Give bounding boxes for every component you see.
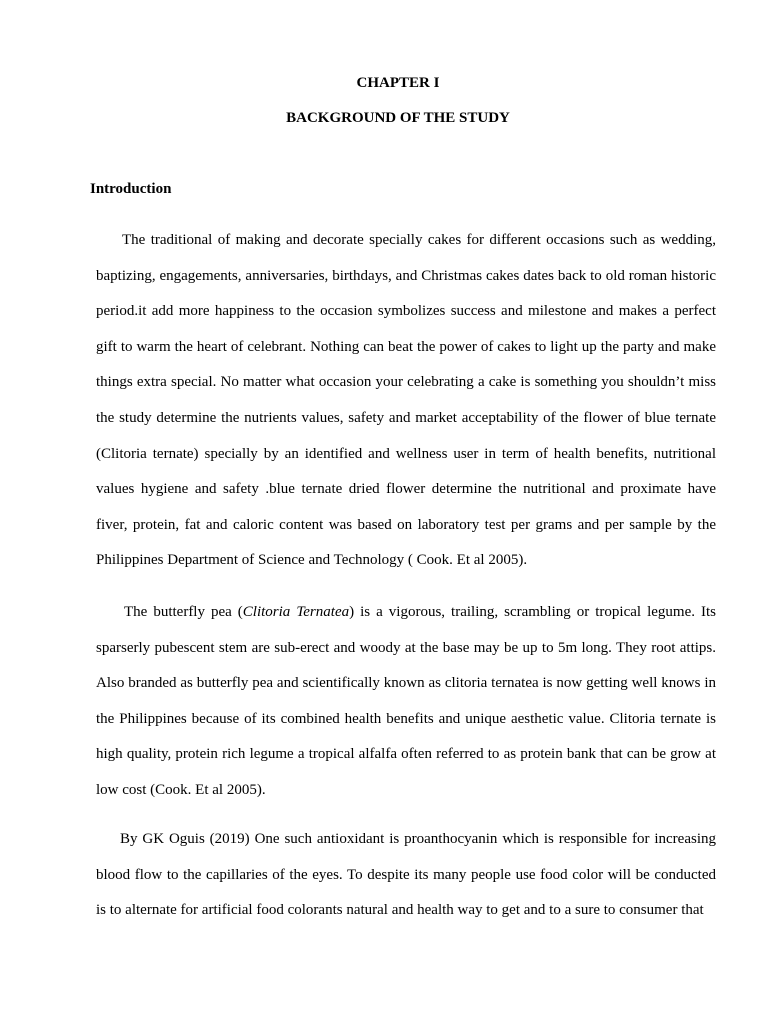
species-name: Clitoria Ternatea	[242, 604, 350, 620]
text-line: Philippines Department of Science and Technology ( Cook. Et al 2005).	[96, 552, 528, 569]
text-line: gift to warm the heart of celebrant. Nothing can beat the power of cakes to light up the party and make	[96, 338, 716, 355]
text-line: Also branded as butterfly pea and scientifically known as clitoria ternatea is now getting well knows in	[96, 675, 716, 692]
paragraph-antioxidant	[96, 822, 716, 929]
text-line: (Clitoria ternate) specially by an identified and wellness user in term of health benefits, nutritional	[96, 445, 716, 462]
text-line: the study determine the nutrients values, safety and market acceptability of the flower of blue ternate	[96, 409, 716, 426]
paragraph-butterfly-pea	[96, 595, 716, 809]
text-fragment: The butterfly pea (	[124, 604, 243, 620]
text-line	[96, 595, 716, 631]
text-line: the Philippines because of its combined health benefits and unique aesthetic value. Clitoria ternate is	[96, 710, 716, 727]
text-line: period.it add more happiness to the occasion symbolizes success and milestone and makes a perfect	[96, 303, 716, 320]
text-line: fiver, protein, fat and caloric content was based on laboratory test per grams and per sample by the	[96, 516, 716, 533]
text-line: baptizing, engagements, anniversaries, birthdays, and Christmas cakes dates back to old roman historic	[96, 267, 716, 284]
text-fragment: ) is a vigorous, trailing, scrambling or tropical legume. Its	[349, 604, 716, 620]
chapter-heading: CHAPTER I	[356, 75, 440, 91]
section-heading-introduction: Introduction	[90, 181, 172, 197]
text-line: values hygiene and safety .blue ternate dried flower determine the nutritional and proximate have	[96, 481, 716, 498]
text-line: things extra special. No matter what occasion your celebrating a cake is something you shouldn’t miss	[96, 374, 716, 391]
text-line: blood flow to the capillaries of the eyes. To despite its many people use food color will be conducted	[96, 866, 716, 883]
text-line: The traditional of making and decorate specially cakes for different occasions such as wedding,	[122, 232, 716, 248]
text-line: low cost (Cook. Et al 2005).	[96, 781, 266, 798]
chapter-title: BACKGROUND OF THE STUDY	[286, 110, 510, 126]
paragraph-cakes	[96, 223, 716, 579]
text-line: high quality, protein rich legume a tropical alfalfa often referred to as protein bank that can be grow at	[96, 746, 716, 763]
text-line: sparserly pubescent stem are sub-erect and woody at the base may be up to 5m long. They root attips.	[96, 639, 716, 656]
text-line: is to alternate for artificial food colorants natural and health way to get and to a sure to consumer that	[96, 902, 704, 919]
text-line: By GK Oguis (2019) One such antioxidant is proanthocyanin which is responsible for increasing	[120, 831, 716, 847]
